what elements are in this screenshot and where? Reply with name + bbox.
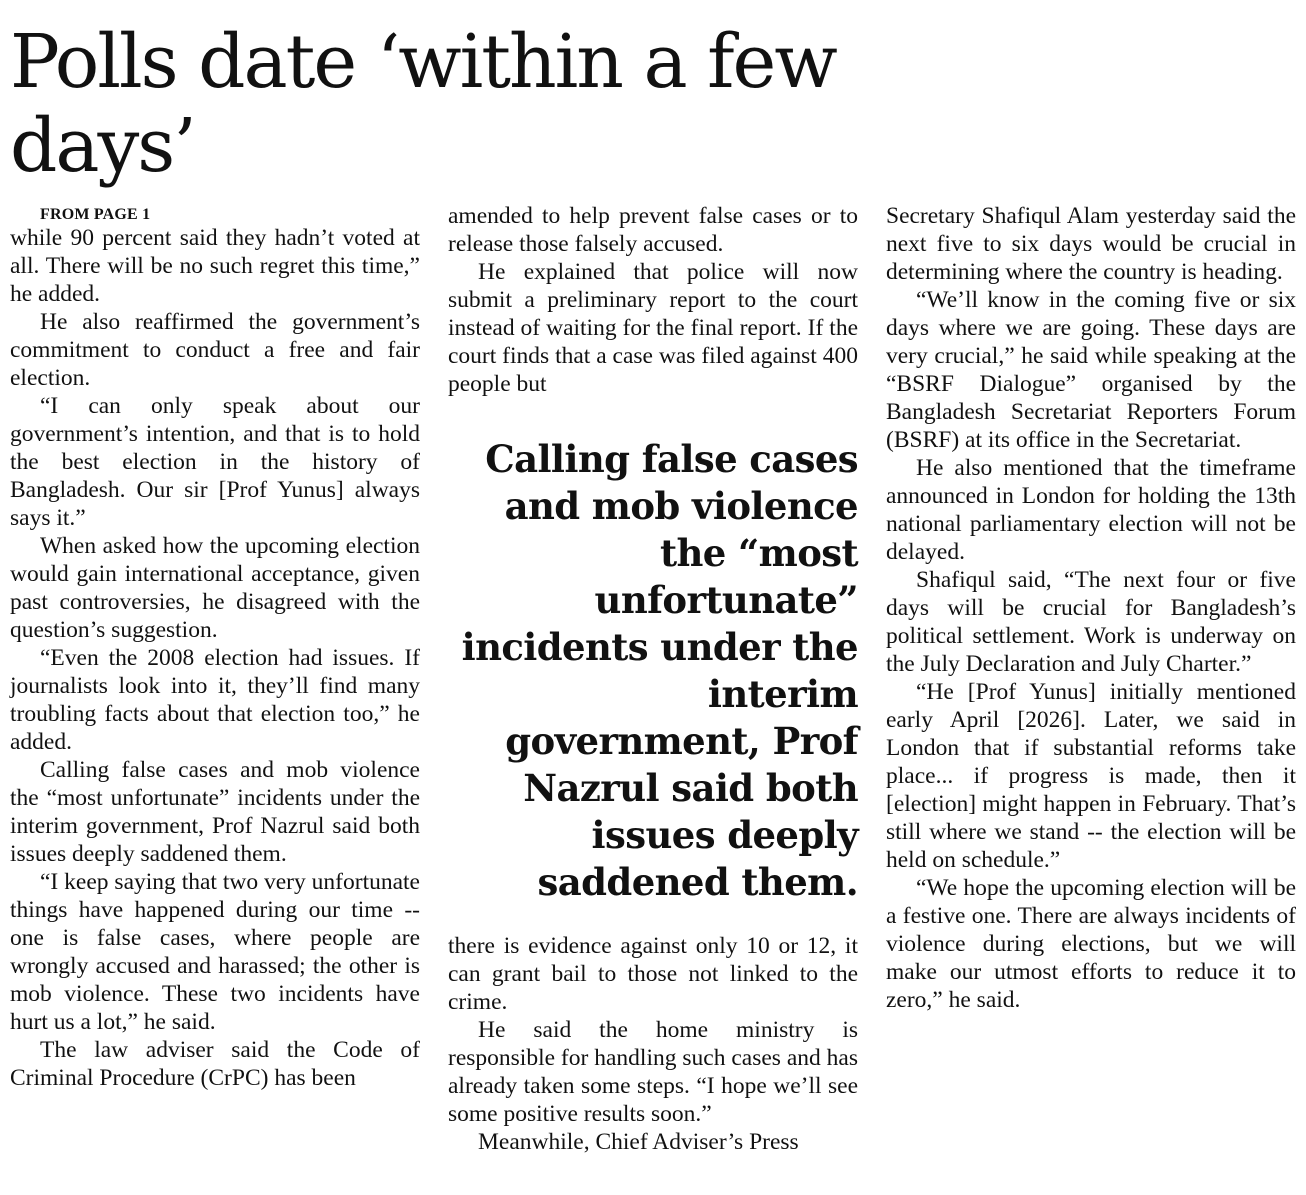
article-column-3 xyxy=(886,202,1296,1014)
paragraph: Meanwhile, Chief Adviser’s Press xyxy=(478,1129,799,1155)
paragraph: Secretary Shafiqul Alam yesterday said the next five to six days would be crucial in determining where the country is heading. xyxy=(886,203,1296,285)
paragraph: “He [Prof Yunus] initially mentioned early April [2026]. Later, we said in London that if substantial reforms take place... if progress is made, then it [election] might happen in February. That’s still where we stand -- the election will be held on schedule.” xyxy=(886,679,1296,873)
paragraph: “I can only speak about our government’s intention, and that is to hold the best election in the history of Bangladesh. Our sir [Prof Yunus] always says it.” xyxy=(10,393,420,531)
article-column-1 xyxy=(10,206,420,1092)
article-column-2 xyxy=(448,202,858,1156)
kicker: FROM PAGE 1 xyxy=(40,206,151,223)
headline: Polls date ‘within a few days’ xyxy=(10,19,836,189)
paragraph: there is evidence against only 10 or 12, it can grant bail to those not linked to the crime. xyxy=(448,933,858,1015)
paragraph: He explained that police will now submit a preliminary report to the court instead of waiting for the final report. If the court finds that a case was filed against 400 people but xyxy=(448,259,858,397)
pull-quote: Calling false cases and mob violence the “most unfortunate” incidents under the interim government, Prof Nazrul said both issues deeply saddened them. xyxy=(461,437,858,904)
paragraph: The law adviser said the Code of Criminal Procedure (CrPC) has been xyxy=(10,1037,420,1091)
paragraph: “We’ll know in the coming five or six days where we are going. These days are very crucial,” he said while speaking at the “BSRF Dialogue” organised by the Bangladesh Secretariat Reporters Forum (BSRF) at its office in the Secretariat. xyxy=(886,287,1296,453)
paragraph: When asked how the upcoming election would gain international acceptance, given past controversies, he disagreed with the question’s suggestion. xyxy=(10,533,420,643)
paragraph: He also mentioned that the timeframe announced in London for holding the 13th national parliamentary election will not be delayed. xyxy=(886,455,1296,565)
paragraph: “We hope the upcoming election will be a festive one. There are always incidents of violence during elections, but we will make our utmost efforts to reduce it to zero,” he said. xyxy=(886,875,1296,1013)
paragraph: Calling false cases and mob violence the “most unfortunate” incidents under the interim government, Prof Nazrul said both issues deeply saddened them. xyxy=(10,757,420,867)
paragraph: “Even the 2008 election had issues. If journalists look into it, they’ll find many troubling facts about that election too,” he added. xyxy=(10,645,420,755)
paragraph: amended to help prevent false cases or to release those falsely accused. xyxy=(448,203,858,257)
paragraph: He also reaffirmed the government’s commitment to conduct a free and fair election. xyxy=(10,309,420,391)
paragraph: while 90 percent said they hadn’t voted at all. There will be no such regret this time,” he added. xyxy=(10,225,420,307)
paragraph: “I keep saying that two very unfortunate things have happened during our time -- one is false cases, where people are wrongly accused and harassed; the other is mob violence. These two incidents have hurt us a lot,” he said. xyxy=(10,869,420,1035)
paragraph: Shafiqul said, “The next four or five days will be crucial for Bangladesh’s political settlement. Work is underway on the July Declaration and July Charter.” xyxy=(886,567,1296,677)
paragraph: He said the home ministry is responsible for handling such cases and has already taken some steps. “I hope we’ll see some positive results soon.” xyxy=(448,1017,858,1127)
